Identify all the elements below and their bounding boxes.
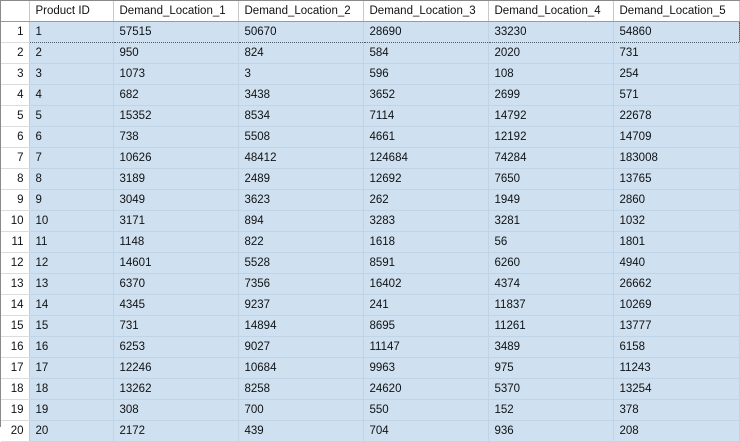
table-cell[interactable]: 13 [29, 274, 113, 295]
table-row[interactable] [1, 316, 739, 337]
table-cell[interactable]: 2489 [238, 169, 363, 190]
table-cell[interactable]: 24620 [363, 379, 488, 400]
table-row[interactable] [1, 64, 739, 85]
table-row[interactable] [1, 22, 739, 43]
table-row[interactable] [1, 85, 739, 106]
table-cell[interactable]: 3652 [363, 85, 488, 106]
row-header[interactable]: 10 [1, 211, 29, 232]
table-row[interactable] [1, 421, 739, 442]
table-row[interactable] [1, 379, 739, 400]
row-header[interactable]: 7 [1, 148, 29, 169]
row-header[interactable]: 11 [1, 232, 29, 253]
table-cell[interactable]: 8534 [238, 106, 363, 127]
table-cell[interactable]: 14 [29, 295, 113, 316]
table-cell[interactable]: 9963 [363, 358, 488, 379]
row-header[interactable]: 9 [1, 190, 29, 211]
table-cell[interactable]: 19 [29, 400, 113, 421]
table-cell[interactable]: 183008 [613, 148, 739, 169]
table-cell[interactable]: 5528 [238, 253, 363, 274]
table-cell[interactable]: 5508 [238, 127, 363, 148]
table-cell[interactable]: 584 [363, 43, 488, 64]
table-cell[interactable]: 18 [29, 379, 113, 400]
table-cell[interactable]: 14894 [238, 316, 363, 337]
data-table [1, 1, 740, 442]
table-cell[interactable]: 10 [29, 211, 113, 232]
table-row[interactable] [1, 43, 739, 64]
row-header[interactable]: 6 [1, 127, 29, 148]
table-row[interactable] [1, 253, 739, 274]
table-cell[interactable]: 7114 [363, 106, 488, 127]
table-cell[interactable]: 4940 [613, 253, 739, 274]
table-cell[interactable]: 1032 [613, 211, 739, 232]
row-header[interactable]: 5 [1, 106, 29, 127]
table-cell[interactable]: 15 [29, 316, 113, 337]
table-cell[interactable]: 822 [238, 232, 363, 253]
table-cell[interactable]: 10684 [238, 358, 363, 379]
row-header[interactable]: 18 [1, 379, 29, 400]
table-cell[interactable]: 10269 [613, 295, 739, 316]
table-cell[interactable]: 8591 [363, 253, 488, 274]
table-row[interactable] [1, 148, 739, 169]
table-cell[interactable]: 738 [113, 127, 238, 148]
table-cell[interactable]: 12692 [363, 169, 488, 190]
table-cell[interactable]: 936 [488, 421, 613, 442]
row-header[interactable]: 13 [1, 274, 29, 295]
table-cell[interactable]: 11243 [613, 358, 739, 379]
row-header[interactable]: 8 [1, 169, 29, 190]
table-cell[interactable]: 14792 [488, 106, 613, 127]
table-cell[interactable]: 13254 [613, 379, 739, 400]
table-cell[interactable]: 50670 [238, 22, 363, 43]
row-header[interactable]: 16 [1, 337, 29, 358]
table-cell[interactable]: 8258 [238, 379, 363, 400]
table-cell[interactable]: 3438 [238, 85, 363, 106]
table-cell[interactable]: 4345 [113, 295, 238, 316]
table-cell[interactable]: 9 [29, 190, 113, 211]
table-cell[interactable]: 975 [488, 358, 613, 379]
table-cell[interactable]: 8 [29, 169, 113, 190]
table-cell[interactable]: 11837 [488, 295, 613, 316]
table-cell[interactable]: 6253 [113, 337, 238, 358]
table-cell[interactable]: 56 [488, 232, 613, 253]
table-cell[interactable]: 1148 [113, 232, 238, 253]
row-header[interactable]: 20 [1, 421, 29, 442]
table-cell[interactable]: 12 [29, 253, 113, 274]
row-header[interactable]: 17 [1, 358, 29, 379]
table-cell[interactable]: 48412 [238, 148, 363, 169]
table-cell[interactable]: 950 [113, 43, 238, 64]
table-cell[interactable]: 57515 [113, 22, 238, 43]
table-row[interactable] [1, 211, 739, 232]
table-cell[interactable]: 74284 [488, 148, 613, 169]
table-cell[interactable]: 152 [488, 400, 613, 421]
table-cell[interactable]: 14601 [113, 253, 238, 274]
table-cell[interactable]: 254 [613, 64, 739, 85]
table-cell[interactable]: 13262 [113, 379, 238, 400]
table-cell[interactable]: 682 [113, 85, 238, 106]
table-cell[interactable]: 2860 [613, 190, 739, 211]
table-cell[interactable]: 20 [29, 421, 113, 442]
table-cell[interactable]: 731 [613, 43, 739, 64]
table-cell[interactable]: 704 [363, 421, 488, 442]
table-cell[interactable]: 894 [238, 211, 363, 232]
table-cell[interactable]: 3049 [113, 190, 238, 211]
table-cell[interactable]: 241 [363, 295, 488, 316]
table-cell[interactable]: 9027 [238, 337, 363, 358]
row-header[interactable]: 4 [1, 85, 29, 106]
column-header-demand-location-5[interactable]: Demand_Location_5 [613, 1, 739, 22]
table-cell[interactable]: 378 [613, 400, 739, 421]
table-row[interactable] [1, 295, 739, 316]
table-cell[interactable]: 3281 [488, 211, 613, 232]
column-header-demand-location-4[interactable]: Demand_Location_4 [488, 1, 613, 22]
table-cell[interactable]: 4374 [488, 274, 613, 295]
table-cell[interactable]: 3171 [113, 211, 238, 232]
table-cell[interactable]: 1073 [113, 64, 238, 85]
table-row[interactable] [1, 169, 739, 190]
table-cell[interactable]: 6260 [488, 253, 613, 274]
table-cell[interactable]: 2020 [488, 43, 613, 64]
table-cell[interactable]: 1801 [613, 232, 739, 253]
table-cell[interactable]: 11 [29, 232, 113, 253]
table-cell[interactable]: 571 [613, 85, 739, 106]
table-cell[interactable]: 3 [29, 64, 113, 85]
table-cell[interactable]: 14709 [613, 127, 739, 148]
table-cell[interactable]: 11261 [488, 316, 613, 337]
header-row [1, 1, 739, 22]
table-row[interactable] [1, 190, 739, 211]
table-row[interactable] [1, 106, 739, 127]
table-cell[interactable]: 15352 [113, 106, 238, 127]
row-header[interactable]: 1 [1, 22, 29, 43]
table-body [1, 22, 739, 442]
table-cell[interactable]: 28690 [363, 22, 488, 43]
table-cell[interactable]: 1949 [488, 190, 613, 211]
table-cell[interactable]: 7356 [238, 274, 363, 295]
table-row[interactable] [1, 232, 739, 253]
table-cell[interactable]: 11147 [363, 337, 488, 358]
table-cell[interactable]: 16 [29, 337, 113, 358]
table-cell[interactable]: 4661 [363, 127, 488, 148]
table-cell[interactable]: 2172 [113, 421, 238, 442]
table-cell[interactable]: 12192 [488, 127, 613, 148]
table-cell[interactable]: 1618 [363, 232, 488, 253]
table-cell[interactable]: 262 [363, 190, 488, 211]
table-cell[interactable]: 12246 [113, 358, 238, 379]
table-cell[interactable]: 3 [238, 64, 363, 85]
table-cell[interactable]: 3189 [113, 169, 238, 190]
table-cell[interactable]: 54860 [613, 22, 739, 43]
row-header[interactable]: 2 [1, 43, 29, 64]
row-header[interactable]: 19 [1, 400, 29, 421]
table-cell[interactable]: 124684 [363, 148, 488, 169]
table-cell[interactable]: 10626 [113, 148, 238, 169]
table-cell[interactable]: 731 [113, 316, 238, 337]
table-cell[interactable]: 9237 [238, 295, 363, 316]
table-cell[interactable]: 6 [29, 127, 113, 148]
row-header[interactable]: 3 [1, 64, 29, 85]
table-cell[interactable]: 6158 [613, 337, 739, 358]
table-cell[interactable]: 2699 [488, 85, 613, 106]
row-header[interactable]: 15 [1, 316, 29, 337]
row-header[interactable]: 12 [1, 253, 29, 274]
column-header-demand-location-3[interactable]: Demand_Location_3 [363, 1, 488, 22]
select-all-corner[interactable] [1, 1, 29, 22]
row-header[interactable]: 14 [1, 295, 29, 316]
table-cell[interactable]: 824 [238, 43, 363, 64]
table-cell[interactable]: 26662 [613, 274, 739, 295]
table-cell[interactable]: 22678 [613, 106, 739, 127]
table-row[interactable] [1, 337, 739, 358]
table-cell[interactable]: 108 [488, 64, 613, 85]
table-cell[interactable]: 4 [29, 85, 113, 106]
table-cell[interactable]: 2 [29, 43, 113, 64]
table-cell[interactable]: 16402 [363, 274, 488, 295]
table-cell[interactable]: 3623 [238, 190, 363, 211]
table-cell[interactable]: 6370 [113, 274, 238, 295]
table-cell[interactable]: 308 [113, 400, 238, 421]
column-header-demand-location-1[interactable]: Demand_Location_1 [113, 1, 238, 22]
column-header-demand-location-2[interactable]: Demand_Location_2 [238, 1, 363, 22]
table-cell[interactable]: 3283 [363, 211, 488, 232]
table-cell[interactable]: 439 [238, 421, 363, 442]
table-cell[interactable]: 700 [238, 400, 363, 421]
table-row[interactable] [1, 274, 739, 295]
table-cell[interactable]: 3489 [488, 337, 613, 358]
table-row[interactable] [1, 400, 739, 421]
table-row[interactable] [1, 127, 739, 148]
table-cell[interactable]: 17 [29, 358, 113, 379]
table-cell[interactable]: 7 [29, 148, 113, 169]
table-row[interactable] [1, 358, 739, 379]
table-cell[interactable]: 208 [613, 421, 739, 442]
column-header-product-id[interactable]: Product ID [29, 1, 113, 22]
table-cell[interactable]: 8695 [363, 316, 488, 337]
table-cell[interactable]: 13765 [613, 169, 739, 190]
table-cell[interactable]: 13777 [613, 316, 739, 337]
table-cell[interactable]: 550 [363, 400, 488, 421]
table-cell[interactable]: 5370 [488, 379, 613, 400]
table-header [1, 1, 739, 22]
table-cell[interactable]: 33230 [488, 22, 613, 43]
table-cell[interactable]: 5 [29, 106, 113, 127]
table-cell[interactable]: 7650 [488, 169, 613, 190]
table-cell[interactable]: 596 [363, 64, 488, 85]
table-cell[interactable]: 1 [29, 22, 113, 43]
